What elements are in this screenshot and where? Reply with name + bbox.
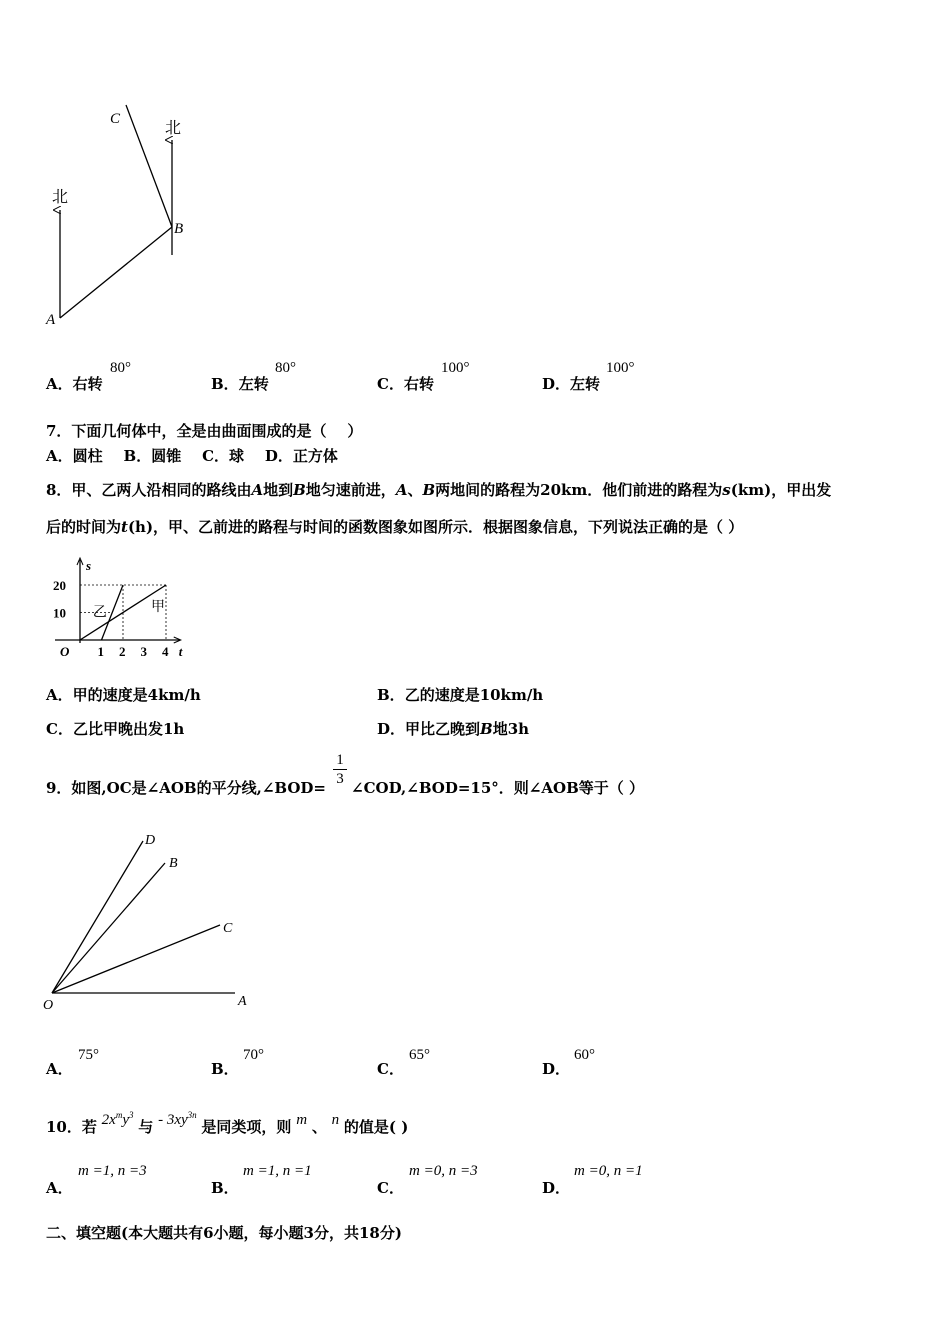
- q9-option-d[interactable]: D．: [542, 1060, 571, 1078]
- label-a: A: [238, 994, 247, 1009]
- q6-option-d-angle: 100°: [606, 360, 635, 376]
- y-axis-label: s: [86, 558, 92, 573]
- q6-option-a-angle: 80°: [110, 360, 131, 376]
- q6-option-b-angle: 80°: [275, 360, 296, 376]
- q10-option-b-value: m =1, n =1: [243, 1163, 312, 1179]
- north-label-b: 北: [165, 120, 182, 137]
- q9-angle-figure: [40, 828, 260, 1013]
- label-a: A: [46, 312, 56, 328]
- x-tick-4: 4: [162, 644, 169, 659]
- q8-option-b[interactable]: B．乙的速度是10km/h: [377, 686, 544, 704]
- q6-option-d[interactable]: D．左转: [542, 375, 601, 393]
- q10-option-d-value: m =0, n =1: [574, 1163, 643, 1179]
- q6-direction-figure: [40, 100, 200, 335]
- label-c: C: [223, 921, 233, 936]
- q9-option-c[interactable]: C．: [377, 1060, 404, 1078]
- q7-options[interactable]: A．圆柱 B．圆锥 C．球 D．正方体: [46, 447, 338, 465]
- q7-stem: 7．下面几何体中，全是由曲面围成的是（ ）: [46, 422, 363, 440]
- x-tick-2: 2: [119, 644, 126, 659]
- series-label-jia: 甲: [150, 600, 165, 616]
- y-tick-10: 10: [53, 605, 66, 621]
- series-label-yi: 乙: [92, 605, 107, 621]
- segment-ab: [60, 227, 172, 318]
- q6-option-b[interactable]: B．左转: [211, 375, 269, 393]
- north-label-a: 北: [52, 189, 69, 206]
- q8-distance-time-chart: [45, 555, 215, 663]
- q9-option-b-value: 70°: [243, 1047, 264, 1063]
- q10-option-a-value: m =1, n =3: [78, 1163, 147, 1179]
- q10-stem: 10．若 $2x^my^3$ 与 - $3xy^{3n}$ 是同类项，则 m 、 n 的值是( ): [46, 1110, 409, 1136]
- q10-option-c-value: m =0, n =3: [409, 1163, 478, 1179]
- origin-label: O: [60, 644, 70, 659]
- label-b: B: [169, 856, 178, 871]
- q6-option-a[interactable]: A．右转: [46, 375, 103, 393]
- y-tick-20: 20: [53, 578, 66, 593]
- q8-option-a[interactable]: A．甲的速度是4km/h: [46, 686, 201, 704]
- x-axis-label: t: [178, 644, 183, 659]
- q6-option-c-angle: 100°: [441, 360, 470, 376]
- q9-option-b[interactable]: B．: [211, 1060, 239, 1078]
- q8-stem-line1: 8．甲、乙两人沿相同的路线由A地到B地匀速前进，A、B两地间的路程为20km．他们前进的路程为s(km)，甲出发: [46, 481, 832, 499]
- label-o: O: [43, 998, 54, 1013]
- ray-od: [52, 841, 143, 993]
- q9-stem-part2: ∠COD,∠BOD=15°．则∠AOB等于（ ）: [351, 779, 644, 797]
- ray-ob: [52, 863, 165, 993]
- q6-option-c[interactable]: C．右转: [377, 375, 434, 393]
- q8-stem-line2: 后的时间为t(h)，甲、乙前进的路程与时间的函数图象如图所示．根据图象信息，下列说法正确的是（ ）: [46, 518, 744, 536]
- q9-option-a-value: 75°: [78, 1047, 99, 1063]
- q10-option-a[interactable]: A．: [46, 1179, 73, 1197]
- q10-option-c[interactable]: C．: [377, 1179, 404, 1197]
- q9-option-c-value: 65°: [409, 1047, 430, 1063]
- q8-option-d[interactable]: D．甲比乙晚到B地3h: [377, 720, 530, 738]
- q10-option-b[interactable]: B．: [211, 1179, 239, 1197]
- q9-option-a[interactable]: A．: [46, 1060, 73, 1078]
- x-tick-1: 1: [97, 644, 104, 659]
- label-b: B: [174, 221, 184, 237]
- q9-stem-part1: 9．如图,OC是∠AOB的平分线,∠BOD=: [46, 779, 327, 797]
- section-2-title: 二、填空题(本大题共有6小题，每小题3分，共18分): [46, 1224, 402, 1242]
- q8-option-c[interactable]: C．乙比甲晚出发1h: [46, 720, 185, 738]
- q9-option-d-value: 60°: [574, 1047, 595, 1063]
- q10-option-d[interactable]: D．: [542, 1179, 571, 1197]
- ray-oc: [52, 925, 220, 993]
- label-d: D: [145, 833, 156, 848]
- label-c: C: [110, 111, 121, 127]
- q9-fraction: 1 3: [333, 751, 347, 788]
- x-tick-3: 3: [140, 644, 147, 659]
